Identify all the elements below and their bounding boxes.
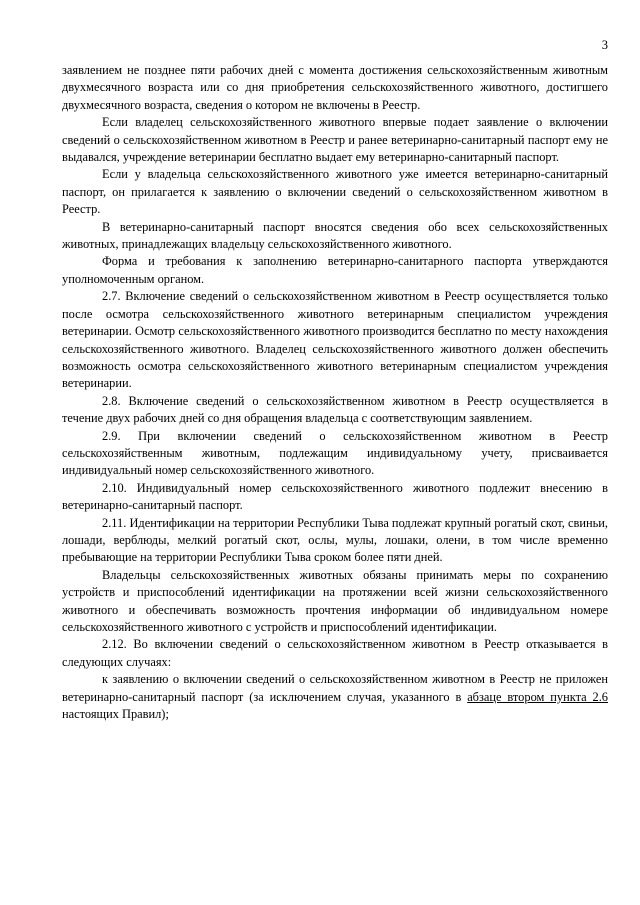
text-after-link: настоящих Правил); bbox=[62, 707, 169, 722]
page-number: 3 bbox=[601, 38, 608, 52]
paragraph-clause-2-10: 2.10. Индивидуальный номер сельскохозяйственного животного подлежит внесению в ветеринарно-санитарный паспорт. bbox=[62, 480, 608, 513]
document-body bbox=[62, 62, 608, 723]
paragraph: Если у владельца сельскохозяйственного животного уже имеется ветеринарно-санитарный паспорт, он прилагается к заявлению о включении сведений о сельскохозяйственном животном в Реестр. bbox=[62, 167, 608, 217]
paragraph-clause-2-12: 2.12. Во включении сведений о сельскохозяйственном животном в Реестр отказывается в следующих случаях: bbox=[62, 637, 608, 669]
paragraph-clause-2-7: 2.7. Включение сведений о сельскохозяйственном животном в Реестр осуществляется только после осмотра сельскохозяйственного животного ветеринарным специалистом учреждения ветеринарии. Осмотр сельскохозяйственного животного производится бесплатно по месту нахождения сельскохозяйственного животного. Владелец сельскохозяйственного животного должен обеспечить возможность осмотра сельскохозяйственного животного ветеринарным специалистом учреждения ветеринарии. bbox=[62, 289, 608, 391]
paragraph: Если владелец сельскохозяйственного животного впервые подает заявление о включении сведений о сельскохозяйственном животном в Реестр и ранее ветеринарно-санитарный паспорт ему не выдавался, учреждение ветеринарии бесплатно выдает ему ветеринарно-санитарный паспорт. bbox=[62, 115, 608, 165]
paragraph-clause-2-11: 2.11. Идентификации на территории Республики Тыва подлежат крупный рогатый скот, свиньи, лошади, верблюды, мелкий рогатый скот, ослы, мулы, лошаки, олени, в том числе временно пребывающие на территории Республики Тыва сроком более пяти дней. bbox=[62, 515, 608, 565]
reference-link[interactable]: абзаце втором пункта 2.6 bbox=[467, 689, 608, 704]
paragraph: Форма и требования к заполнению ветеринарно-санитарного паспорта утверждаются уполномоченным органом. bbox=[62, 254, 608, 286]
paragraph-refusal-case bbox=[62, 671, 608, 723]
paragraph-clause-2-8: 2.8. Включение сведений о сельскохозяйственном животном в Реестр осуществляется в течение двух рабочих дней со дня обращения владельца с соответствующим заявлением. bbox=[62, 393, 608, 426]
paragraph: В ветеринарно-санитарный паспорт вносятся сведения обо всех сельскохозяйственных животных, принадлежащих владельцу сельскохозяйственного животного. bbox=[62, 219, 608, 252]
paragraph-continuation: заявлением не позднее пяти рабочих дней с момента достижения сельскохозяйственным животным двухмесячного возраста или со дня приобретения сельскохозяйственного животного, достигшего двухмесячного возраста, сведения о котором не включены в Реестр. bbox=[62, 63, 608, 112]
text-before-link: к заявлению о включении сведений о сельскохозяйственном животном в Реестр не приложен ветеринарно-санитарный паспорт (за исключением случая, указанного в bbox=[62, 672, 608, 704]
paragraph: Владельцы сельскохозяйственных животных обязаны принимать меры по сохранению устройств и приспособлений идентификации на протяжении всей жизни сельскохозяйственного животного и обеспечивать возможность прочтения информации об индивидуальном номере сельскохозяйственного животного с устройств и приспособлений идентификации. bbox=[62, 567, 608, 634]
paragraph-clause-2-9: 2.9. При включении сведений о сельскохозяйственном животном в Реестр сельскохозяйственным животным, подлежащим индивидуальному учету, присваивается индивидуальный номер сельскохозяйственного животного. bbox=[62, 428, 608, 478]
